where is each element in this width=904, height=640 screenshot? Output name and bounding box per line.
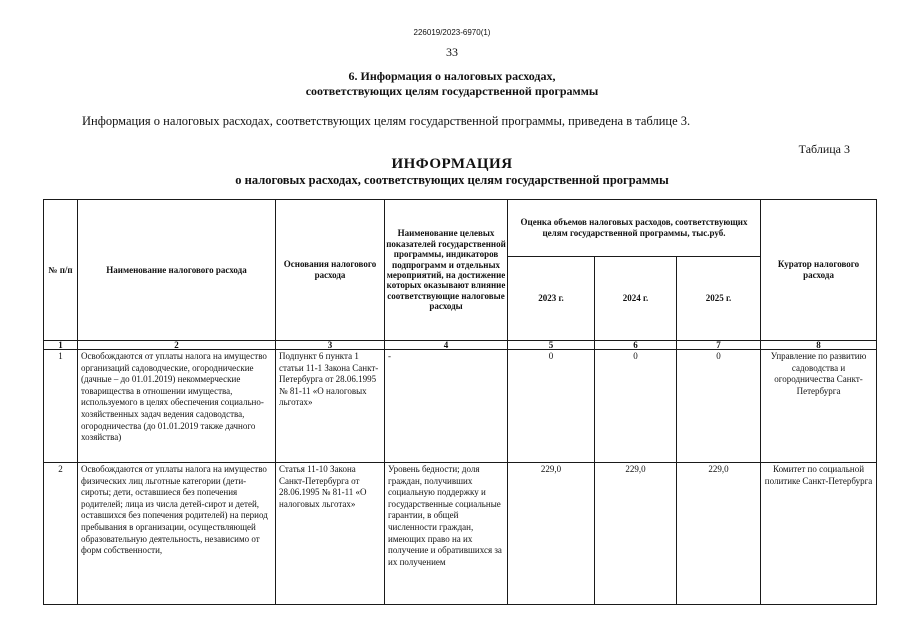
row-curator: Комитет по социальной политике Санкт-Петербурга <box>761 463 877 605</box>
section-heading <box>0 69 904 99</box>
header-basis: Основания налогового расхода <box>276 200 385 341</box>
header-year-2025: 2025 г. <box>677 257 761 341</box>
row-basis: Подпункт 6 пункта 1 статьи 11-1 Закона Санкт-Петербурга от 28.06.1995 № 81-11 «О налоговых льготах» <box>276 350 385 463</box>
col-num-cell: 1 <box>44 341 78 350</box>
document-number: 226019/2023-6970(1) <box>413 28 491 37</box>
col-num-cell: 6 <box>595 341 677 350</box>
col-num-cell: 7 <box>677 341 761 350</box>
col-num-cell: 5 <box>508 341 595 350</box>
page-number: 33 <box>446 45 458 59</box>
table-title <box>0 156 904 188</box>
row-value-2024: 229,0 <box>595 463 677 605</box>
row-name: Освобождаются от уплаты налога на имущество организаций садоводческие, огороднические (дачные – до 01.01.2019) некоммерческие товарищества в отношении имущества, используемого в целях обеспечения социально-хозяйственных задач ведения садоводства, огородничества (до 01.01.2019 также дачного хозяйства) <box>78 350 276 463</box>
row-value-2023: 0 <box>508 350 595 463</box>
row-value-2025: 0 <box>677 350 761 463</box>
header-estimate: Оценка объемов налоговых расходов, соответствующих целям государственной программы, тыс.руб. <box>508 200 761 257</box>
row-curator: Управление по развитию садоводства и огородничества Санкт-Петербурга <box>761 350 877 463</box>
section-heading-line2: соответствующих целям государственной программы <box>305 84 599 98</box>
header-year-2023: 2023 г. <box>508 257 595 341</box>
col-num-cell: 4 <box>385 341 508 350</box>
table-label: Таблица 3 <box>798 142 850 156</box>
row-indicators: - <box>385 350 508 463</box>
table-title-sub: о налоговых расходах, соответствующих целям государственной программы <box>235 173 669 187</box>
row-value-2023: 229,0 <box>508 463 595 605</box>
header-curator: Куратор налогового расхода <box>761 200 877 341</box>
intro-paragraph: Информация о налоговых расходах, соответствующих целям государственной программы, приведена в таблице 3. <box>82 114 691 128</box>
row-num: 2 <box>44 463 78 605</box>
table-row <box>44 350 877 463</box>
header-year-2024: 2024 г. <box>595 257 677 341</box>
row-name: Освобождаются от уплаты налога на имущество физических лиц льготные категории (дети-сироты; дети, оставшиеся без попечения родителей; лица из числа детей-сирот и детей, оставшихся без попечения родителей) на период пребывания в организации, осуществляющей образовательную деятельность, независимо от форм собственности, <box>78 463 276 605</box>
row-value-2025: 229,0 <box>677 463 761 605</box>
header-num: № п/п <box>44 200 78 341</box>
tax-expenditure-table <box>43 199 877 605</box>
col-num-cell: 8 <box>761 341 877 350</box>
header-indicators: Наименование целевых показателей государственной программы, индикаторов подпрограмм и отдельных мероприятий, на достижение которых оказывают влияние соответствующие налоговые расходы <box>385 200 508 341</box>
col-num-cell: 3 <box>276 341 385 350</box>
row-basis: Статья 11-10 Закона Санкт-Петербурга от 28.06.1995 № 81-11 «О налоговых льготах» <box>276 463 385 605</box>
col-num-cell: 2 <box>78 341 276 350</box>
header-name: Наименование налогового расхода <box>78 200 276 341</box>
column-number-row <box>44 341 877 350</box>
row-indicators: Уровень бедности; доля граждан, получивших социальную поддержку и государственные социальные гарантии, в общей численности граждан, имеющих право на их получение и обратившихся за их получением <box>385 463 508 605</box>
section-heading-line1: 6. Информация о налоговых расходах, <box>348 69 556 83</box>
row-num: 1 <box>44 350 78 463</box>
table-title-main: ИНФОРМАЦИЯ <box>391 156 513 172</box>
table-row <box>44 463 877 605</box>
row-value-2024: 0 <box>595 350 677 463</box>
